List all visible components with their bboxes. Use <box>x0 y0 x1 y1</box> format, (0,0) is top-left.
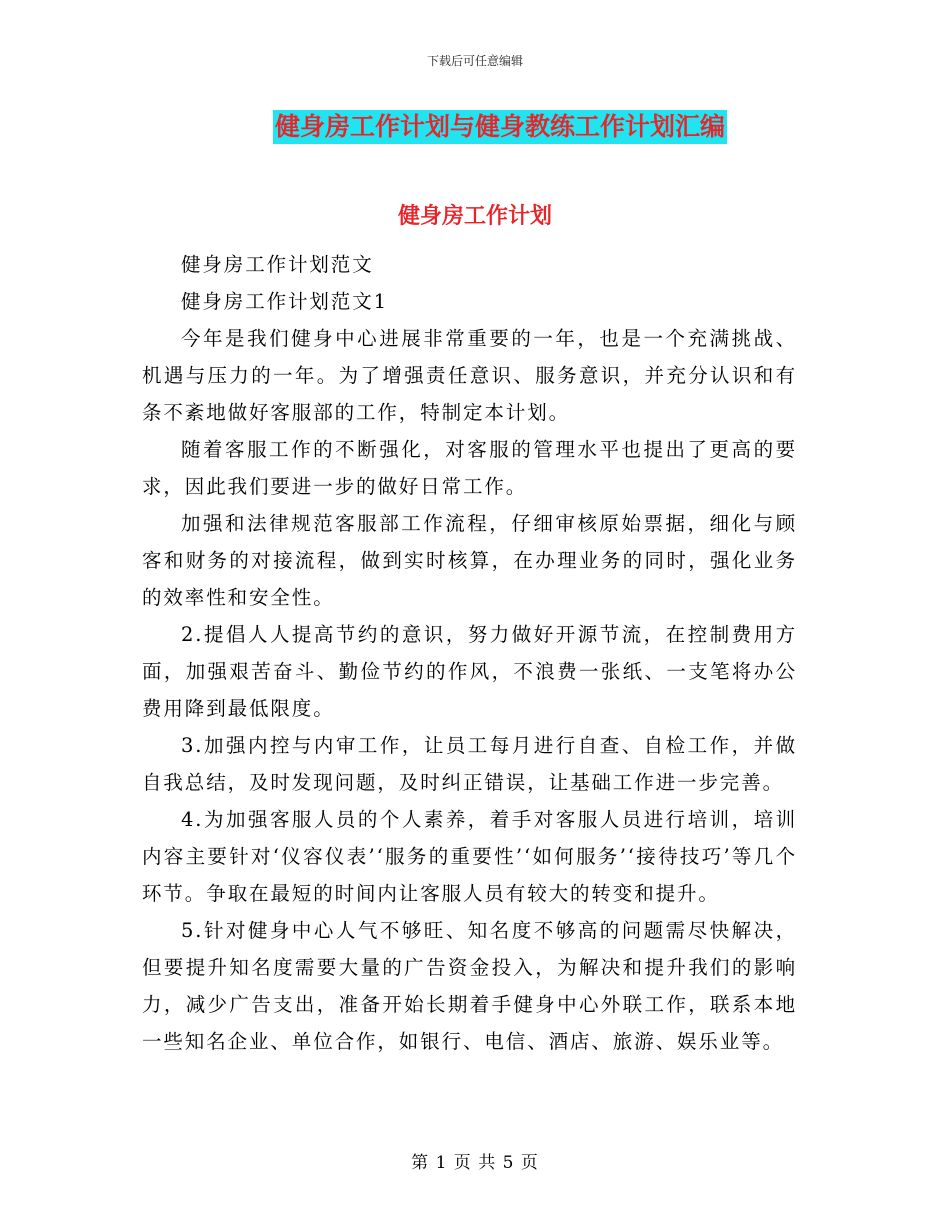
paragraph: 2.提倡人人提高节约的意识，努力做好开源节流，在控制费用方面，加强艰苦奋斗、勤俭节约的作风，不浪费一张纸、一支笔将办公费用降到最低限度。 <box>142 623 797 720</box>
paragraph: 3.加强内控与内审工作，让员工每月进行自查、自检工作，并做自我总结，及时发现问题，及时纠正错误，让基础工作进一步完善。 <box>142 734 797 794</box>
page-number-footer: 第 1 页 共 5 页 <box>411 1153 539 1173</box>
paragraph: 5.针对健身中心人气不够旺、知名度不够高的问题需尽快解决，但要提升知名度需要大量的广告资金投入，为解决和提升我们的影响力，减少广告支出，准备开始长期着手健身中心外联工作，联系本地一些知名企业、单位合作，如银行、电信、酒店、旅游、娱乐业等。 <box>142 919 797 1053</box>
page-header-note: 下载后可任意编辑 <box>426 54 523 68</box>
document-body <box>142 246 797 1060</box>
document-title: 健身房工作计划与健身教练工作计划汇编 <box>273 110 727 144</box>
paragraph: 健身房工作计划范文1 <box>181 290 388 313</box>
section-title: 健身房工作计划 <box>397 203 552 229</box>
paragraph: 随着客服工作的不断强化，对客服的管理水平也提出了更高的要求，因此我们要进一步的做好日常工作。 <box>142 438 797 498</box>
paragraph: 加强和法律规范客服部工作流程，仔细审核原始票据，细化与顾客和财务的对接流程，做到实时核算，在办理业务的同时，强化业务的效率性和安全性。 <box>142 512 797 609</box>
paragraph: 4.为加强客服人员的个人素养，着手对客服人员进行培训，培训内容主要针对‘仪容仪表’‘服务的重要性’‘如何服务’‘接待技巧’等几个环节。争取在最短的时间内让客服人员有较大的转变和提升。 <box>142 808 797 905</box>
paragraph: 健身房工作计划范文 <box>181 253 374 276</box>
paragraph: 今年是我们健身中心进展非常重要的一年，也是一个充满挑战、机遇与压力的一年。为了增强责任意识、服务意识，并充分认识和有条不紊地做好客服部的工作，特制定本计划。 <box>142 327 797 424</box>
document-title-container <box>0 110 950 144</box>
